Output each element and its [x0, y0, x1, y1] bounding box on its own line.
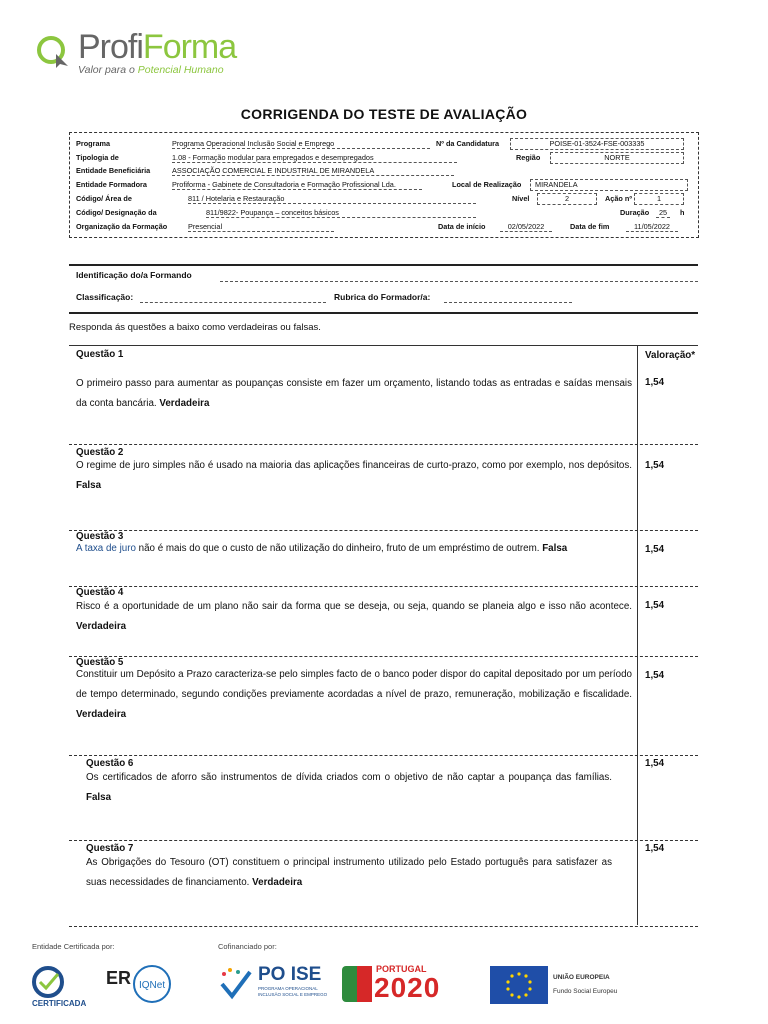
question-7-value: 1,54 [645, 843, 665, 854]
question-2-title: Questão 2 [76, 447, 124, 458]
candidatura-label: Nº da Candidatura [436, 139, 500, 148]
question-3-value: 1,54 [645, 544, 665, 555]
designacao-value: 811/9822- Poupança – conceitos básicos [206, 208, 476, 218]
programa-label: Programa [76, 139, 111, 148]
beneficiaria-label: Entidade Beneficiária [76, 166, 151, 175]
question-3-answer: Falsa [542, 543, 568, 554]
question-2-statement: O regime de juro simples não é usado na maioria das aplicações financeiras de curto-prazo, como por exemplo, nos depósitos. [76, 460, 632, 471]
valoracao-header: Valoração* [645, 350, 696, 361]
nivel-value: 2 [537, 193, 597, 205]
question-separator [69, 755, 698, 756]
question-4-statement: Risco é a oportunidade de um plano não sair da forma que se deseja, ou seja, quando se planeia algo e isso não acontece. [76, 601, 632, 612]
question-separator [69, 530, 698, 531]
poise-subtitle: PROGRAMA OPERACIONAL INCLUSÃO SOCIAL E EMPREGO [258, 986, 328, 997]
beneficiaria-value: ASSOCIAÇÃO COMERCIAL E INDUSTRIAL DE MIRANDELA [172, 166, 454, 176]
eu-flag-icon [490, 966, 548, 1004]
certified-label: Entidade Certificada por: [32, 942, 115, 951]
question-4-title: Questão 4 [76, 587, 124, 598]
programa-value: Programa Operacional Inclusão Social e Emprego [172, 139, 430, 149]
local-value: MIRANDELA [530, 179, 688, 191]
question-5-statement: Constituir um Depósito a Prazo caracteriza-se pelo simples facto de o banco poder dispor do capital depositado por um período de tempo determinado, segundo condições previamente acordadas a nível de prazo, remuneração, mobilização e fiscalidade. [76, 669, 632, 700]
organizacao-label: Organização da Formação [76, 222, 168, 231]
question-1-answer: Verdadeira [159, 398, 210, 409]
svg-text:IQNet: IQNet [139, 980, 166, 991]
formando-field[interactable] [220, 281, 698, 282]
question-1-text [76, 374, 632, 414]
question-1-value: 1,54 [645, 377, 665, 388]
poise-logo-text: PO ISE [258, 964, 322, 985]
question-4-value: 1,54 [645, 600, 665, 611]
area-value: 811 / Hotelaria e Restauração [188, 194, 476, 204]
portugal-label: PORTUGAL [376, 964, 427, 974]
question-2-value: 1,54 [645, 460, 665, 471]
tipologia-value: 1.08 - Formação modular para empregados e desempregados [172, 153, 457, 163]
inicio-label: Data de início [438, 222, 486, 231]
eu-label: UNIÃO EUROPEIA [553, 974, 610, 981]
ident-bottom-rule [69, 312, 698, 314]
question-7-answer: Verdadeira [252, 877, 303, 888]
question-1-title: Questão 1 [76, 349, 124, 360]
question-3-title: Questão 3 [76, 531, 124, 542]
poise-mark-icon [218, 966, 254, 1002]
area-label: Código/ Área de [76, 194, 132, 203]
acao-label: Ação nº [605, 194, 632, 203]
profiforma-logo-icon [34, 34, 72, 68]
question-3-statement: não é mais do que o custo de não utilização do dinheiro, fruto de um empréstimo de outrem. [135, 543, 540, 554]
brand-logo-text: ProfiForma [78, 28, 237, 66]
question-separator [69, 656, 698, 657]
formadora-value: Profiforma - Gabinete de Consultadoria e Formação Profissional Lda. [172, 180, 422, 190]
ident-top-rule [69, 264, 698, 266]
organizacao-value: Presencial [188, 222, 334, 232]
rubrica-field[interactable] [444, 302, 572, 303]
designacao-label: Código/ Designação da [76, 208, 157, 217]
question-5-value: 1,54 [645, 670, 665, 681]
question-4-answer: Verdadeira [76, 621, 127, 632]
duracao-value: 25 [656, 208, 670, 218]
er-certification-logo: ER [106, 968, 132, 988]
question-7-title: Questão 7 [86, 843, 134, 854]
formadora-label: Entidade Formadora [76, 180, 147, 189]
question-6-value: 1,54 [645, 758, 665, 769]
duracao-unit: h [680, 208, 685, 217]
question-6-answer: Falsa [86, 792, 112, 803]
question-2-text [76, 456, 632, 496]
question-separator [69, 444, 698, 445]
candidatura-value: POISE-01-3524-FSE-003335 [510, 138, 684, 150]
table-bottom-border [69, 926, 698, 927]
cofinanced-label: Cofinanciado por: [218, 942, 277, 951]
question-7-text [86, 853, 612, 893]
classificacao-label: Classificação: [76, 292, 134, 302]
question-6-text [86, 768, 612, 808]
regiao-value: NORTE [550, 152, 684, 164]
question-1-statement: O primeiro passo para aumentar as poupanças consiste em fazer um orçamento, listando todas as entradas e saídas mensais da conta bancária. [76, 378, 632, 409]
question-separator [69, 840, 698, 841]
rubrica-label: Rubrica do Formador/a: [334, 292, 431, 302]
question-6-title: Questão 6 [86, 758, 134, 769]
acao-value: 1 [634, 193, 684, 205]
question-6-statement: Os certificados de aforro são instrumentos de dívida criados com o objetivo de não captar a poupança das famílias. [86, 772, 612, 783]
question-5-title: Questão 5 [76, 657, 124, 668]
inicio-value: 02/05/2022 [500, 222, 552, 232]
fim-value: 11/05/2022 [626, 222, 678, 232]
question-7-statement: As Obrigações do Tesouro (OT) constituem o principal instrumento utilizado pelo Estado português para satisfazer as suas necessidades de financiamento. [86, 857, 612, 888]
classificacao-field[interactable] [140, 302, 326, 303]
svg-text:CERTIFICADA: CERTIFICADA [32, 999, 87, 1008]
question-5-answer: Verdadeira [76, 709, 127, 720]
brand-tagline: Valor para o Potencial Humano [78, 64, 224, 76]
question-separator [69, 586, 698, 587]
fse-label: Fundo Social Europeu [553, 988, 618, 995]
iqnet-logo-icon [132, 964, 172, 1004]
question-3-text [76, 539, 632, 559]
p2020-label: 2020 [374, 972, 441, 1003]
question-3-link[interactable]: A taxa de juro [76, 543, 136, 554]
certified-entity-logo-icon [30, 962, 92, 1008]
document-title: CORRIGENDA DO TESTE DE AVALIAÇÃO [240, 106, 528, 122]
nivel-label: Nível [512, 194, 530, 203]
duracao-label: Duração [620, 208, 650, 217]
regiao-label: Região [516, 153, 541, 162]
value-column-divider [637, 345, 638, 925]
question-4-text [76, 597, 632, 637]
portugal-2020-mark-icon [342, 966, 372, 1002]
tipologia-label: Tipologia de [76, 153, 119, 162]
local-label: Local de Realização [452, 180, 522, 189]
question-5-text [76, 665, 632, 725]
question-2-answer: Falsa [76, 480, 102, 491]
fim-label: Data de fim [570, 222, 610, 231]
table-top-border [69, 345, 698, 346]
instructions-text: Responda ás questões a baixo como verdadeiras ou falsas. [69, 322, 321, 333]
formando-label: Identificação do/a Formando [76, 270, 192, 280]
